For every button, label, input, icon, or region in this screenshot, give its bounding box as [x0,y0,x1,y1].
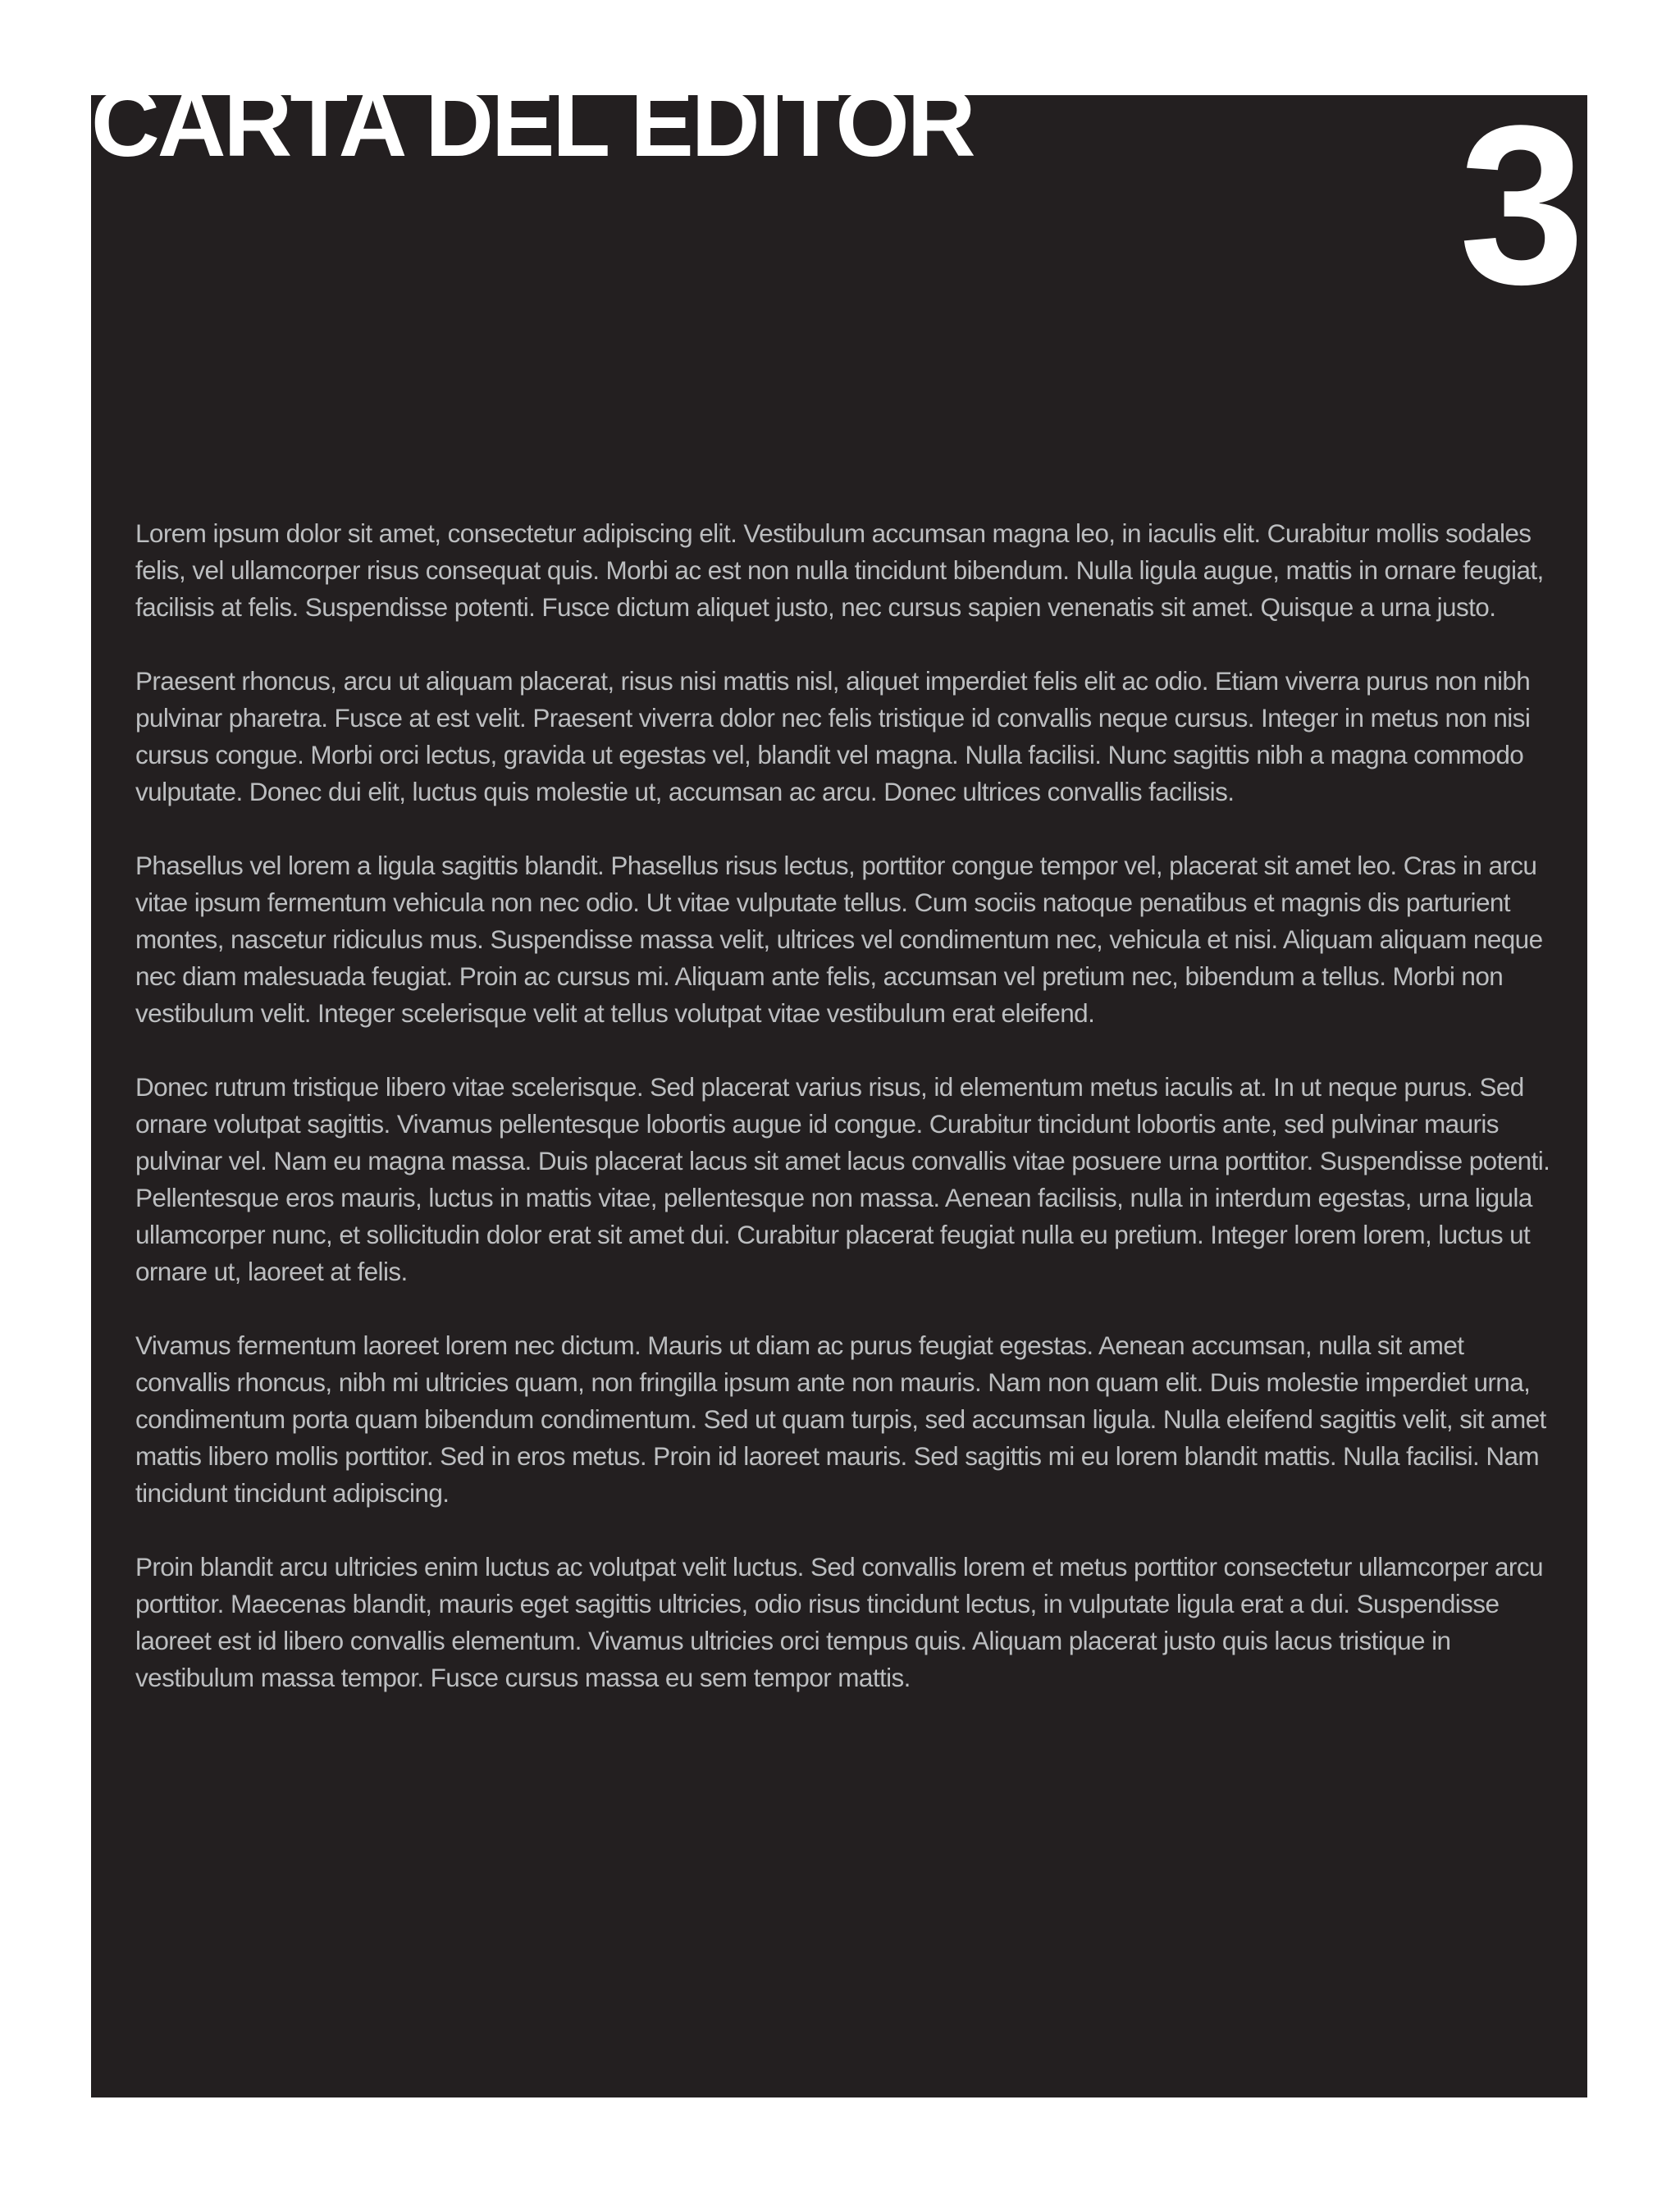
paragraph: Lorem ipsum dolor sit amet, consectetur adipiscing elit. Vestibulum accumsan magna leo, in iaculis elit. Curabitur mollis sodales felis, vel ullamcorper risus consequat quis. Morbi ac est non nulla tincidunt bibendum. Nulla ligula augue, mattis in ornare feugiat, facilisis at felis. Suspendisse potenti. Fusce dictum aliquet justo, nec cursus sapien venenatis sit amet. Quisque a urna justo. [135,518,1544,622]
paragraph: Vivamus fermentum laoreet lorem nec dictum. Mauris ut diam ac purus feugiat egestas. Aenean accumsan, nulla sit amet convallis rhoncus, nibh mi ultricies quam, non fringilla ipsum ante non mauris. Nam non quam elit. Duis molestie imperdiet urna, condimentum porta quam bibendum condimentum. Sed ut quam turpis, sed accumsan ligula. Nulla eleifend sagittis velit, sit amet mattis libero mollis porttitor. Sed in eros metus. Proin id laoreet mauris. Sed sagittis mi eu lorem blandit mattis. Nulla facilisi. Nam tincidunt tincidunt adipiscing. [135,1331,1546,1508]
paragraph: Praesent rhoncus, arcu ut aliquam placerat, risus nisi mattis nisl, aliquet imperdiet felis elit ac odio. Etiam viverra purus non nibh pulvinar pharetra. Fusce at est velit. Praesent viverra dolor nec felis tristique id convallis neque cursus. Integer in metus non nisi cursus congue. Morbi orci lectus, gravida ut egestas vel, blandit vel magna. Nulla facilisi. Nunc sagittis nibh a magna commodo vulputate. Donec dui elit, luctus quis molestie ut, accumsan ac arcu. Donec ultrices convallis facilisis. [135,666,1531,806]
page-number: 3 [1459,79,1582,331]
paragraph: Phasellus vel lorem a ligula sagittis blandit. Phasellus risus lectus, porttitor congue tempor vel, placerat sit amet leo. Cras in arcu vitae ipsum fermentum vehicula non nec odio. Ut vitae vulputate tellus. Cum sociis natoque penatibus et magnis dis parturient montes, nascetur ridiculus mus. Suspendisse massa velit, ultrices vel condimentum nec, vehicula et nisi. Aliquam aliquam neque nec diam malesuada feugiat. Proin ac cursus mi. Aliquam ante felis, accumsan vel pretium nec, bibendum a tellus. Morbi non vestibulum velit. Integer scelerisque velit at tellus volutpat vitae vestibulum erat eleifend. [135,851,1543,1028]
paragraph: Donec rutrum tristique libero vitae scelerisque. Sed placerat varius risus, id elementum metus iaculis at. In ut neque purus. Sed ornare volutpat sagittis. Vivamus pellentesque lobortis augue id congue. Curabitur tincidunt lobortis ante, sed pulvinar mauris pulvinar vel. Nam eu magna massa. Duis placerat lacus sit amet lacus convallis vitae posuere urna porttitor. Suspendisse potenti. Pellentesque eros mauris, luctus in mattis vitae, pellentesque non massa. Aenean facilisis, nulla in interdum egestas, urna ligula ullamcorper nunc, et sollicitudin dolor erat sit amet dui. Curabitur placerat feugiat nulla eu pretium. Integer lorem lorem, luctus ut ornare ut, laoreet at felis. [135,1072,1550,1286]
article-body [135,515,1553,1733]
paragraph: Proin blandit arcu ultricies enim luctus ac volutpat velit luctus. Sed convallis lorem et metus porttitor consectetur ullamcorper arcu porttitor. Maecenas blandit, mauris eget sagittis ultricies, odio risus tincidunt lectus, in vulputate ligula erat a dui. Suspendisse laoreet est id libero convallis elementum. Vivamus ultricies orci tempus quis. Aliquam placerat justo quis lacus tristique in vestibulum massa tempor. Fusce cursus massa eu sem tempor mattis. [135,1552,1543,1692]
page-title: CARTA DEL EDITOR [91,70,974,176]
